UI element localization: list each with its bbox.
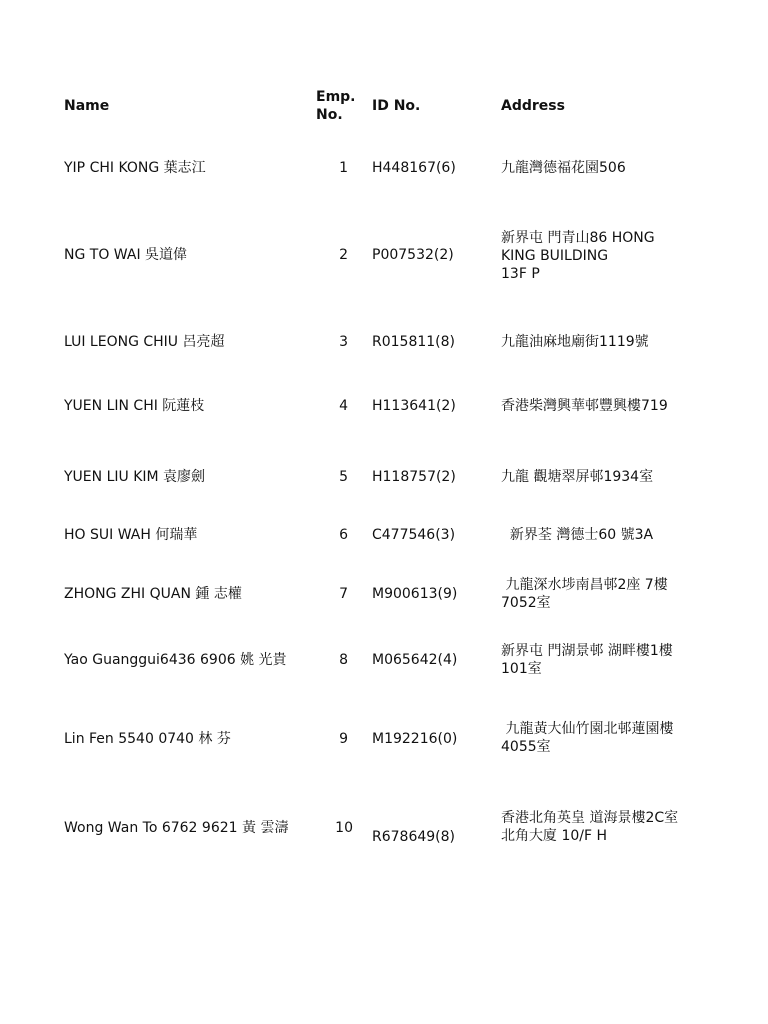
row-6-emp-no: 6 xyxy=(339,527,348,543)
header-id-no: ID No. xyxy=(372,98,421,114)
row-1-address: 九龍灣德福花園506 xyxy=(501,160,626,176)
row-3-id-no: R015811(8) xyxy=(372,334,456,350)
row-3-address: 九龍油麻地廟街1119號 xyxy=(501,334,649,350)
row-7-id-no: M900613(9) xyxy=(372,586,458,602)
row-9-id-no: M192216(0) xyxy=(372,731,458,747)
row-1-emp-no: 1 xyxy=(339,160,348,176)
row-3-name: LUI LEONG CHIU 呂亮超 xyxy=(64,334,225,350)
row-5-name: YUEN LIU KIM 袁廖劍 xyxy=(64,469,206,485)
header-name: Name xyxy=(64,98,110,114)
row-8-id-no: M065642(4) xyxy=(372,652,458,668)
row-2-address: 新界屯 門青山86 HONG KING BUILDING 13F P xyxy=(501,230,655,282)
row-9-address: 九龍黃大仙竹園北邨蓮園樓 4055室 xyxy=(501,721,674,755)
row-5-emp-no: 5 xyxy=(339,469,348,485)
row-7-name: ZHONG ZHI QUAN 鍾 志權 xyxy=(64,586,242,602)
row-1-name: YIP CHI KONG 葉志江 xyxy=(64,160,206,176)
row-8-emp-no: 8 xyxy=(339,652,348,668)
row-5-address: 九龍 觀塘翠屏邨1934室 xyxy=(501,469,654,485)
row-5-id-no: H118757(2) xyxy=(372,469,456,485)
row-4-id-no: H113641(2) xyxy=(372,398,456,414)
row-4-address: 香港柴灣興華邨豐興樓719 xyxy=(501,398,668,414)
row-8-address: 新界屯 門湖景邨 湖畔樓1樓 101室 xyxy=(501,643,673,677)
row-8-name: Yao Guanggui6436 6906 姚 光貴 xyxy=(64,652,287,668)
row-1-id-no: H448167(6) xyxy=(372,160,456,176)
row-9-name: Lin Fen 5540 0740 林 芬 xyxy=(64,731,231,747)
row-9-emp-no: 9 xyxy=(339,731,348,747)
row-2-emp-no: 2 xyxy=(339,247,348,263)
row-7-emp-no: 7 xyxy=(339,586,348,602)
row-2-name: NG TO WAI 吳道偉 xyxy=(64,247,188,263)
row-4-emp-no: 4 xyxy=(339,398,348,414)
header-address: Address xyxy=(501,98,565,114)
row-10-emp-no: 10 xyxy=(335,820,353,836)
row-6-address: 新界荃 灣德士60 號3A xyxy=(501,527,654,543)
row-3-emp-no: 3 xyxy=(339,334,348,350)
row-6-name: HO SUI WAH 何瑞華 xyxy=(64,527,198,543)
row-10-id-no: R678649(8) xyxy=(372,829,456,845)
row-4-name: YUEN LIN CHI 阮蓮枝 xyxy=(64,398,205,414)
row-2-id-no: P007532(2) xyxy=(372,247,454,263)
row-10-name: Wong Wan To 6762 9621 黃 雲濤 xyxy=(64,820,289,836)
header-emp-no: Emp. No. xyxy=(316,89,356,123)
row-10-address: 香港北角英皇 道海景樓2C室 北角大廈 10/F H xyxy=(501,810,679,844)
row-7-address: 九龍深水埗南昌邨2座 7樓 7052室 xyxy=(501,577,668,611)
row-6-id-no: C477546(3) xyxy=(372,527,456,543)
